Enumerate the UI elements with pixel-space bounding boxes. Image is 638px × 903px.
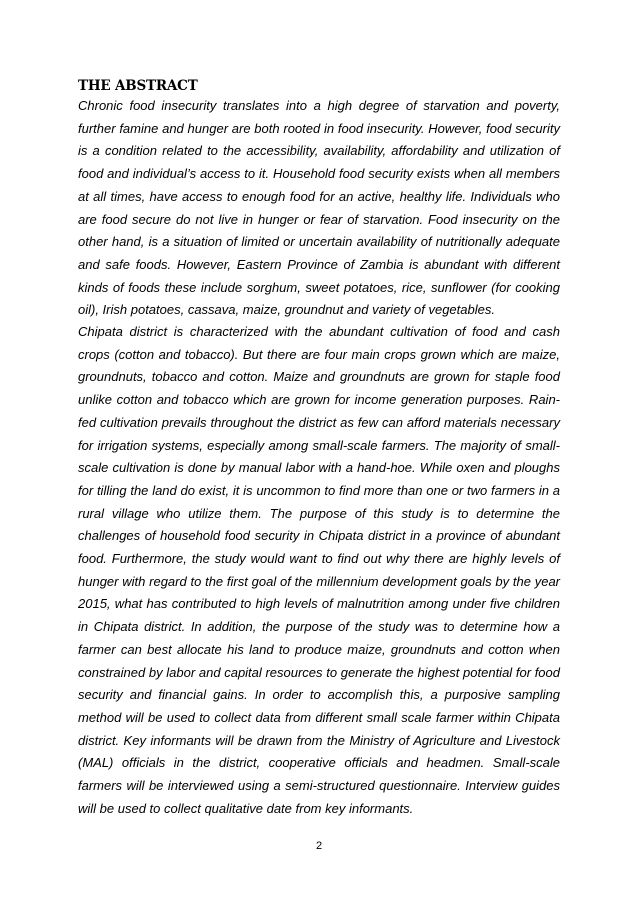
- page-number: 2: [315, 840, 323, 852]
- abstract-paragraph-1: Chronic food insecurity translates into a high degree of starvation and poverty, further famine and hunger are both rooted in food insecurity. However, food security is a condition related to the accessibility, availability, affordability and utilization of food and individual’s access to it. Household food security exists when all members at all times, have access to enough food for an active, healthy life. Individuals who are food secure do not live in hunger or fear of starvation. Food insecurity on the other hand, is a situation of limited or uncertain availability of nutritionally adequate and safe foods. However, Eastern Province of Zambia is abundant with different kinds of foods these include sorghum, sweet potatoes, rice, sunflower (for cooking oil), Irish potatoes, cassava, maize, groundnut and variety of vegetables.: [78, 98, 560, 318]
- abstract-paragraph-2: Chipata district is characterized with the abundant cultivation of food and cash crops (cotton and tobacco). But there are four main crops grown which are maize, groundnuts, tobacco and cotton. Maize and groundnuts are grown for staple food unlike cotton and tobacco which are grown for income generation purposes. Rain-fed cultivation prevails throughout the district as few can afford materials necessary for irrigation systems, especially among small-scale farmers. The majority of small-scale cultivation is done by manual labor with a hand-hoe. While oxen and ploughs for tilling the land do exist, it is uncommon to find more than one or two farmers in a rural village who utilize them. The purpose of this study is to determine the challenges of household food security in Chipata district in a province of abundant food. Furthermore, the study would want to find out why there are highly levels of hunger with regard to the first goal of the millennium development goals by the year 2015, what has contributed to high levels of malnutrition among under five children in Chipata district. In addition, the purpose of the study was to determine how a farmer can best allocate his land to produce maize, groundnuts and cotton when constrained by labor and capital resources to generate the highest potential for food security and financial gains. In order to accomplish this, a purposive sampling method will be used to collect data from different small scale farmer within Chipata district. Key informants will be drawn from the Ministry of Agriculture and Livestock (MAL) officials in the district, cooperative officials and headmen. Small-scale farmers will be interviewed using a semi-structured questionnaire. Interview guides will be used to collect qualitative date from key informants.: [78, 324, 560, 816]
- abstract-heading: THE ABSTRACT: [78, 78, 198, 94]
